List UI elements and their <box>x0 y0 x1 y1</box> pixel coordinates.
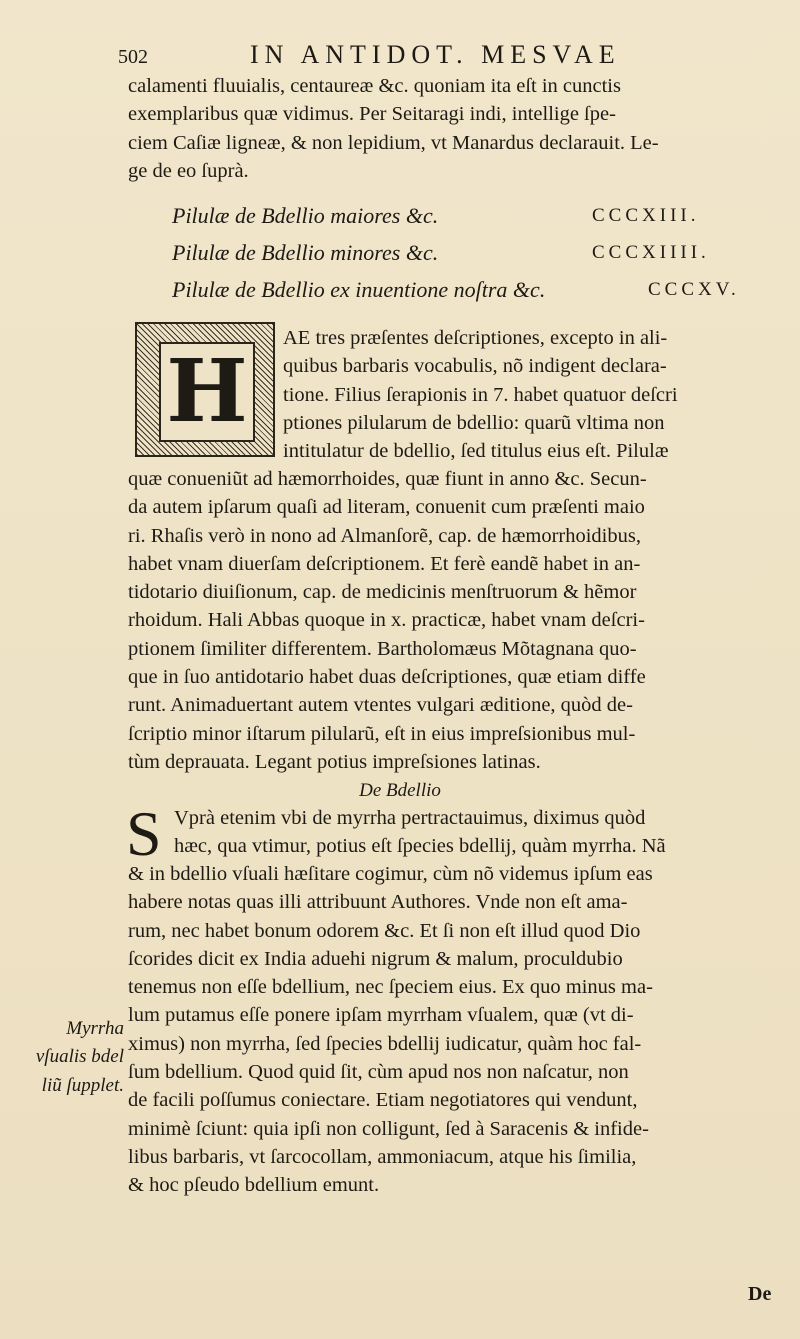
text-line: runt. Animaduertant autem vtentes vulgari æditione, quòd de- <box>128 694 633 717</box>
commentary-paragraph-wrap <box>283 324 768 465</box>
intro-paragraph <box>128 72 768 185</box>
bdellium-paragraph <box>128 860 768 1200</box>
recipe-number: CCCXIIII. <box>592 242 710 263</box>
text-line: ptiones pilularum de bdellio: quarũ vltima non <box>283 411 665 434</box>
text-line: minimè ſciunt: quia ipſi non colligunt, ſed à Saracenis & infide- <box>128 1117 649 1140</box>
text-line: ptionem ſimiliter differentem. Bartholomæus Mõtagnana quo- <box>128 637 637 660</box>
recipe-number: CCCXIII. <box>592 205 700 226</box>
text-line: ge de eo ſuprà. <box>128 159 249 182</box>
text-line: ſcorides dicit ex India aduehi nigrum & malum, proculdubio <box>128 947 623 970</box>
text-line: lum putamus eſſe ponere ipſam myrrham vſualem, quæ (vt di- <box>128 1004 634 1027</box>
text-line: & hoc pſeudo bdellium emunt. <box>128 1174 380 1197</box>
text-line: da autem ipſarum quaſi ad literam, conuenit cum præſenti maio <box>128 496 645 519</box>
text-line: ri. Rhaſis verò in nono ad Almanſorẽ, cap. de hæmorrhoidibus, <box>128 524 641 547</box>
section-subheading <box>0 780 800 802</box>
text-line: hæc, qua vtimur, potius eſt ſpecies bdellij, quàm myrrha. Nã <box>174 835 666 858</box>
text-line: tione. Filius ſerapionis in 7. habet quatuor deſcri <box>283 383 678 406</box>
recipe-heading <box>172 203 772 237</box>
recipe-heading <box>172 240 772 274</box>
text-line: de facili poſſumus coniectare. Etiam negotiatores qui vendunt, <box>128 1089 638 1112</box>
initial-letter: H <box>159 342 255 442</box>
margin-note <box>34 1015 124 1100</box>
text-line: ſum bdellium. Quod quid ſit, cùm apud nos non naſcatur, non <box>128 1061 629 1084</box>
text-line: ximus) non myrrha, ſed ſpecies bdellij iudicatur, quàm hoc fal- <box>128 1032 642 1055</box>
bdellium-paragraph-wrap <box>174 804 768 861</box>
margin-note-line: vſualis bdel <box>35 1046 124 1068</box>
text-line: quæ conueniũt ad hæmorrhoides, quæ fiunt in anno &c. Secun- <box>128 468 647 490</box>
recipe-title: Pilulæ de Bdellio maiores &c. <box>172 203 439 228</box>
text-line: que in ſuo antidotario habet duas deſcriptiones, quæ etiam diffe <box>128 666 646 689</box>
margin-note-line: liũ ſupplet. <box>41 1074 124 1096</box>
text-line: ſcriptio minor iſtarum pilularũ, eſt in eius impreſsionibus mul- <box>128 722 636 745</box>
text-line: calamenti fluuialis, centaureæ &c. quoniam ita eſt in cunctis <box>128 75 621 97</box>
text-line: ciem Caſiæ ligneæ, & non lepidium, vt Manardus declarauit. Le- <box>128 131 659 154</box>
folio-number: 502 <box>118 46 148 68</box>
subheading-text: De Bdellio <box>359 780 441 801</box>
recipe-number: CCCXV. <box>648 279 740 300</box>
commentary-paragraph <box>128 465 768 776</box>
text-line: tenemus non eſſe bdellium, nec ſpeciem eius. Ex quo minus ma- <box>128 976 653 999</box>
text-line: rum, nec habet bonum odorem &c. Et ſi non eſt illud quod Dio <box>128 919 641 942</box>
recipe-heading <box>172 277 772 311</box>
drop-cap: S <box>126 798 162 869</box>
text-line: Vprà etenim vbi de myrrha pertractauimus, diximus quòd <box>174 807 646 829</box>
text-line: AE tres præſentes deſcriptiones, excepto in ali- <box>283 327 668 349</box>
text-line: exemplaribus quæ vidimus. Per Seitaragi indi, intellige ſpe- <box>128 103 616 126</box>
catchword: De <box>748 1283 772 1305</box>
decorated-initial <box>135 322 275 457</box>
text-line: libus barbaris, vt ſarcocollam, ammoniacum, atque his ſimilia, <box>128 1145 637 1168</box>
margin-note-line: Myrrha <box>66 1018 124 1039</box>
running-title: IN ANTIDOT. MESVAE <box>250 40 621 69</box>
page-header <box>118 40 778 74</box>
text-line: quibus barbaris vocabulis, nõ indigent declara- <box>283 355 667 378</box>
text-line: habet vnam diuerſam deſcriptionem. Et ferè eandẽ habet in an- <box>128 552 641 575</box>
text-line: rhoidum. Hali Abbas quoque in x. practicæ, habet vnam deſcri- <box>128 609 645 632</box>
text-line: & in bdellio vſuali hæſitare cogimur, cùm nõ videmus ipſum eas <box>128 863 653 885</box>
text-line: tùm deprauata. Legant potius impreſsiones latinas. <box>128 750 541 773</box>
text-line: tidotario diuiſionum, cap. de medicinis menſtruorum & hẽmor <box>128 581 637 604</box>
text-line: intitulatur de bdellio, ſed titulus eius eſt. Pilulæ <box>283 440 669 463</box>
recipe-title: Pilulæ de Bdellio minores &c. <box>172 240 439 265</box>
text-line: habere notas quas illi attribuunt Authores. Vnde non eſt ama- <box>128 891 628 914</box>
recipe-title: Pilulæ de Bdellio ex inuentione noſtra &c. <box>172 277 546 302</box>
